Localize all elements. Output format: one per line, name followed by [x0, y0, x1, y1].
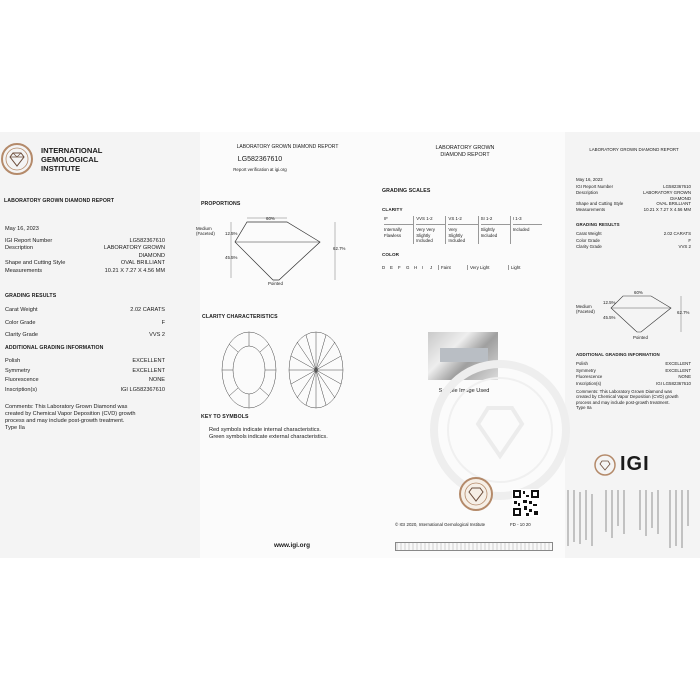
color-desc: Faint	[438, 265, 467, 270]
left-comments: Comments: This Laboratory Grown Diamond was created by Chemical Vapor Deposition (CVD) growth process and may include post-growth treatment. Type IIa	[5, 404, 136, 431]
right-report-title: LABORATORY GROWN DIAMOND REPORT	[589, 147, 679, 152]
clarity-scale-title: CLARITY	[382, 207, 403, 212]
report-verification: Report verification at igi.org	[233, 167, 287, 172]
clarity-desc: Slightly Included	[448, 232, 466, 244]
clarity-desc: Very	[448, 227, 458, 233]
detail-label: Clarity Grade	[5, 332, 38, 338]
pavilion-percent: 45.5%	[225, 255, 238, 260]
detail-value: 10.21 X 7.27 X 4.56 MM	[104, 267, 165, 274]
girdle-label: Medium (Faceted)	[196, 226, 215, 237]
clarity-grade: IF	[384, 216, 388, 221]
detail-value: LG582367610	[129, 238, 165, 244]
detail-label: Inscription(s)	[576, 380, 602, 386]
detail-row	[576, 207, 691, 214]
detail-value: EXCELLENT	[132, 367, 165, 374]
detail-value: LABORATORY GROWN	[103, 245, 165, 252]
detail-row	[5, 238, 165, 245]
detail-value: LABORATORY GROWN	[643, 189, 691, 195]
detail-label: Shape and Cutting Style	[576, 201, 624, 207]
detail-row	[5, 260, 165, 267]
rotated-summary-block	[560, 486, 700, 558]
right-crown-percent: 12.5%	[603, 300, 616, 305]
detail-label: Description	[5, 245, 33, 252]
clarity-desc: Included	[512, 227, 530, 233]
right-report-date: May 16, 2023	[576, 177, 603, 182]
detail-row	[5, 268, 165, 275]
detail-value: 2.02 CARATS	[130, 307, 165, 313]
scale-divider	[448, 224, 477, 225]
color-letter: E	[390, 265, 393, 270]
detail-value: LG582367610	[663, 184, 691, 189]
detail-value: IGI LG582367610	[120, 386, 165, 393]
igi-brand-logo: IGI	[620, 453, 650, 475]
detail-value: NONE	[678, 374, 691, 380]
clarity-scale	[382, 216, 542, 244]
color-letter: I	[422, 265, 424, 270]
proportions-diagram	[195, 210, 355, 290]
right-culet-label: Pointed	[633, 335, 648, 340]
key-to-symbols-title: KEY TO SYMBOLS	[201, 414, 249, 420]
grading-scales-title: GRADING SCALES	[382, 188, 431, 194]
detail-value: DIAMOND	[138, 252, 165, 259]
clarity-desc: Internally	[384, 227, 402, 233]
color-letter: F	[398, 265, 401, 270]
right-grading-title: GRADING RESULTS	[576, 222, 620, 227]
detail-value: F	[161, 319, 165, 326]
detail-label: Symmetry	[576, 367, 596, 373]
detail-label: Polish	[5, 358, 21, 364]
detail-label: Polish	[576, 361, 588, 366]
clarity-characteristics-title: CLARITY CHARACTERISTICS	[202, 314, 278, 320]
color-letter: H	[414, 265, 418, 270]
detail-row	[5, 307, 165, 314]
detail-label: Color Grade	[5, 319, 36, 326]
detail-value: 10.21 X 7.27 X 4.56 MM	[643, 207, 691, 213]
color-letter: D	[382, 265, 386, 270]
institute-name: INTERNATIONAL GEMOLOGICAL INSTITUTE	[41, 146, 103, 173]
website-link[interactable]: www.igi.org	[274, 542, 310, 549]
detail-label: Inscription(s)	[5, 386, 38, 393]
color-scale-title: COLOR	[382, 252, 400, 257]
qr-code[interactable]	[512, 489, 540, 517]
detail-value: EXCELLENT	[665, 367, 691, 373]
right-depth-percent: 62.7%	[677, 310, 690, 315]
detail-row	[576, 361, 691, 368]
culet-label: Pointed	[268, 281, 283, 286]
detail-row	[5, 368, 165, 375]
left-report-date: May 16, 2023	[5, 226, 39, 232]
clarity-grade-cell	[510, 216, 542, 244]
clarity-grade-cell	[413, 216, 445, 244]
depth-percent: 62.7%	[333, 246, 346, 251]
middle-report-number: LG582367610	[237, 156, 283, 163]
detail-row	[576, 381, 691, 388]
watermark-seal-icon	[430, 360, 570, 500]
detail-value: IGI LG582367610	[656, 380, 691, 386]
scale-divider	[481, 224, 510, 225]
right-comments: Comments: This Laboratory Grown Diamond was created by Chemical Vapor Deposition (CVD) growth process and may include post-growth treatment. Type IIa	[576, 389, 679, 411]
color-scale	[382, 265, 542, 270]
color-desc: Light	[508, 265, 537, 270]
clarity-plot-diagram	[214, 330, 354, 410]
detail-label: Shape and Cutting Style	[5, 260, 66, 267]
detail-value: F	[688, 237, 691, 243]
detail-label: Fluorescence	[5, 377, 39, 383]
detail-value: EXCELLENT	[665, 361, 691, 366]
proportions-title: PROPORTIONS	[201, 201, 241, 207]
detail-label: Color Grade	[576, 237, 600, 243]
detail-label: Carat Weight	[5, 307, 38, 313]
clarity-desc: Slightly Included	[416, 232, 433, 244]
copyright-text: © IGI 2020, International Gemological Institute	[395, 522, 486, 527]
clarity-desc: Flawless	[384, 232, 402, 238]
detail-value: EXCELLENT	[132, 358, 165, 364]
detail-value: DIAMOND	[670, 195, 691, 201]
clarity-desc: Included	[480, 232, 498, 238]
detail-row	[576, 374, 691, 381]
clarity-desc: Slightly	[480, 227, 495, 233]
clarity-grade: SI 1-2	[480, 216, 493, 221]
left-additional-title: ADDITIONAL GRADING INFORMATION	[5, 345, 104, 351]
detail-row	[5, 253, 165, 260]
detail-label: Measurements	[576, 207, 606, 213]
scale-divider	[416, 224, 445, 225]
detail-row	[5, 377, 165, 384]
detail-value: NONE	[148, 377, 165, 383]
detail-row	[5, 332, 165, 339]
clarity-grade: VS 1-2	[448, 216, 462, 221]
clarity-desc: Very Very	[416, 227, 435, 233]
scale-divider	[384, 224, 413, 225]
detail-value: VVS 2	[149, 332, 165, 338]
color-letter: G	[406, 265, 410, 270]
detail-row	[576, 368, 691, 375]
table-percent: 60%	[266, 216, 275, 221]
detail-row	[576, 244, 691, 251]
detail-row	[5, 387, 165, 394]
detail-label: Measurements	[5, 267, 42, 274]
right-table-percent: 60%	[634, 290, 643, 295]
detail-row	[5, 358, 165, 365]
right-pavilion-percent: 45.5%	[603, 315, 616, 320]
scales-report-title: LABORATORY GROWN DIAMOND REPORT	[435, 145, 495, 158]
color-letter: J	[430, 265, 433, 270]
clarity-grade-cell	[382, 216, 413, 244]
left-grading-title: GRADING RESULTS	[5, 293, 57, 299]
sample-image-caption: Sample Image Used	[438, 388, 490, 394]
detail-row	[5, 320, 165, 327]
detail-label: Carat Weight	[576, 231, 602, 236]
detail-value: OVAL BRILLIANT	[120, 260, 165, 267]
gold-seal-icon	[458, 476, 494, 512]
detail-label: Symmetry	[5, 367, 31, 374]
security-strip	[395, 542, 553, 551]
clarity-grade: I 1-3	[512, 216, 522, 221]
color-desc: Very Light	[467, 265, 508, 270]
detail-value: VVS 2	[678, 244, 691, 250]
key-to-symbols-text: Red symbols indicate internal characteristics. Green symbols indicate external characteristics.	[209, 427, 328, 440]
right-additional-title: ADDITIONAL GRADING INFORMATION	[576, 352, 660, 357]
detail-label: IGI Report Number	[5, 238, 53, 244]
clarity-grade-cell	[445, 216, 477, 244]
scale-divider	[513, 224, 542, 225]
left-report-title: LABORATORY GROWN DIAMOND REPORT	[4, 198, 115, 204]
form-code: FD - 10 20	[510, 522, 531, 527]
right-girdle-label: Medium (Faceted)	[576, 304, 595, 315]
detail-label: IGI Report Number	[576, 184, 614, 189]
detail-value: OVAL BRILLIANT	[656, 201, 691, 207]
detail-row	[576, 231, 691, 238]
clarity-grade: VVS 1-2	[416, 216, 433, 221]
detail-label: Clarity Grade	[576, 244, 602, 250]
detail-row	[576, 238, 691, 245]
igi-seal-icon	[0, 142, 34, 176]
right-igi-seal-icon	[594, 454, 616, 476]
clarity-grade-cell	[478, 216, 510, 244]
detail-label: Fluorescence	[576, 374, 603, 380]
detail-value: 2.02 CARATS	[663, 231, 691, 236]
detail-label: Description	[576, 189, 598, 195]
crown-percent: 12.5%	[225, 231, 238, 236]
middle-report-title: LABORATORY GROWN DIAMOND REPORT	[236, 144, 339, 150]
detail-row	[5, 245, 165, 252]
